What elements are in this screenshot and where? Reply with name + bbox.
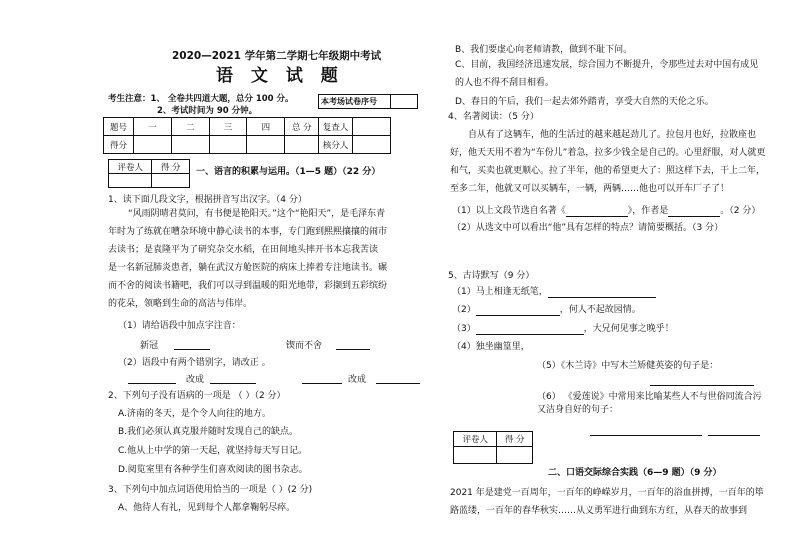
q1-word-a: 新冠 [140, 341, 159, 351]
q5-line-3-text: ，大兄何见事之晚乎！ [583, 324, 674, 334]
score-cell [285, 136, 319, 154]
q1-sub-1: （1）请给语段中加点字注音： [118, 321, 241, 331]
q5-line-3: （3） ，大兄何见事之晚乎！ [452, 324, 674, 334]
answer-blank[interactable] [128, 383, 176, 384]
q2-option: C.他从上中学的第一天起，就坚持每天写日记。 [118, 446, 308, 456]
question-1-passage: “风雨阴晴君莫问，有书便是艳阳天。”这个“艳阳天”，是毛泽东青年时为了练就在嘈杂环境中静心读书的本事，专门跑到熙熙攘攘的闹市去读书；是袁隆平为了研究杂交水稻，在田间地头摔开书本忘我苦读 是一名新冠肺炎患者，躺在武汉方舱医院的病床上捧着专注地读书。碾而不舍的阅读书籍吧，我们可以寻到温暖的阳光地带，彩撷到五彩缤纷的花朵，领略到生命的高洁与伟岸。 [108, 209, 388, 309]
section-1-heading: 一、语言的积累与运用。（1—5 题）（22 分） [196, 167, 381, 177]
q1-fix-label: 改成 [186, 375, 205, 385]
q2-option: D.阅览室里有各种学生们喜欢阅读的图书杂志。 [118, 465, 308, 475]
q4-sub-1-author: 》，作者是 [627, 206, 669, 216]
score-cell: 得分 [104, 136, 134, 154]
answer-blank[interactable] [668, 207, 720, 217]
question-3: 3、下列句中加点词语使用恰当的一项是（ ）(2 分) [108, 485, 313, 495]
score-cell: 复查人 [319, 118, 353, 136]
score-cell: 题号 [104, 118, 134, 136]
score-cell: 二 [171, 118, 209, 136]
q5-line-2-text: ，何人不起故园情。 [559, 305, 641, 315]
q2-option: A.济南的冬天，是个令人向往的地方。 [118, 409, 271, 419]
seat-number-label: 本考场试卷序号 [321, 97, 377, 106]
q3-option: B、我们要虚心向老师请教，做到不耻下问。 [455, 45, 633, 55]
answer-blank[interactable] [174, 349, 210, 350]
subject-title: 语 文 试 题 [216, 66, 344, 86]
question-5: 5、古诗默写（9 分） [448, 271, 535, 281]
seat-number-box [318, 94, 418, 109]
question-4-passage: 自从有了这辆车，他的生活过的越来越起劲儿了。拉包月也好，拉散座也好，他天天用不着为“车份儿”着急，拉多少钱全是自己的。心里舒服，对人就更和气，买卖也就更顺心。拉了半年，他的希望更大了：照这样下去，干上二年，至多二年，他就又可以买辆车，一辆，两辆……他也可以开车厂子了！ [450, 130, 766, 194]
answer-blank[interactable] [210, 383, 256, 384]
score-cell [353, 136, 391, 154]
score-cell [353, 118, 391, 136]
answer-blank[interactable] [548, 288, 656, 298]
q4-sub-2: （2）从选文中可以看出“他”具有怎样的特点？请简要概括。（3 分） [452, 223, 724, 233]
score-cell: 一 [133, 118, 171, 136]
question-4: 4、名著阅读：（5 分） [448, 112, 539, 122]
q5-line-1 [452, 286, 656, 298]
score-label: 得 分 [152, 160, 190, 174]
grader-label: 评卷人 [109, 160, 152, 174]
q5-line-1-text: （1）马上相逢无纸笔， [452, 287, 548, 297]
score-cell [209, 136, 247, 154]
answer-blank[interactable] [336, 349, 370, 350]
q1-fix-label-2: 改成 [348, 375, 367, 385]
score-table [103, 117, 391, 154]
score-cell: 三 [209, 118, 247, 136]
answer-blank[interactable] [590, 435, 702, 436]
question-2: 2、下列句子没有语病的一项是 （ ）（2 分） [108, 391, 286, 401]
answer-blank[interactable] [476, 306, 560, 316]
q4-sub-1 [452, 205, 760, 217]
answer-blank[interactable] [376, 383, 420, 384]
answer-blank[interactable] [708, 435, 760, 436]
q4-sub-1-label: （1）以上文段节选自名著《 [452, 206, 566, 216]
q1-sub-2: （2）语段中有两个错别字，请改正 。 [118, 358, 271, 368]
score-cell: 总 分 [285, 118, 319, 136]
grader-label: 评卷人 [454, 432, 497, 447]
q5-line-2: （2） ，何人不起故园情。 [452, 305, 641, 315]
exam-title: 2020—2021 学年第二学期七年级期中考试 [172, 50, 382, 62]
score-cell [171, 136, 209, 154]
q3-option: D、春日的午后，我们一起去郊外踏青，享受大自然的天伦之乐。 [455, 97, 714, 107]
answer-blank[interactable] [476, 325, 584, 335]
q5-line-4: （4）独坐幽篁里， [452, 342, 530, 352]
q4-sub-1-points: 。（2 分） [720, 206, 761, 216]
q1-word-b: 锲而不舍 [286, 341, 323, 351]
section-2-heading: 二、口语交际综合实践（6—9 题）（9 分） [548, 468, 722, 478]
q2-option: B.我们必须认真克服并随时发现自己的缺点。 [118, 427, 299, 437]
score-cell [247, 136, 285, 154]
score-cell: 四 [247, 118, 285, 136]
grader-box-2 [453, 431, 533, 464]
score-cell [133, 136, 171, 154]
q5-line-5: （5）《木兰诗》中写木兰矫健英姿的句子是： [537, 361, 719, 371]
notice-line-2: 2、考试时间为 90 分钟。 [157, 106, 258, 116]
q5-line-6: （6） 《爱莲说》中常用来比喻某些人不与世俗同流合污又洁身自好的句子： [537, 392, 762, 415]
answer-blank[interactable] [650, 385, 754, 386]
score-cell: 核分人 [319, 136, 353, 154]
question-1: 1、读下面几段文字，根据拼音写出汉字。（4 分） [108, 195, 307, 205]
answer-blank[interactable] [302, 383, 342, 384]
answer-blank[interactable] [566, 207, 628, 217]
q3-option: C、目前，我国经济迅速发展，综合国力不断提升，令那些过去对中国有成见的人也不得不刮目相看。 [455, 60, 759, 88]
section-2-passage: 2021 年是建党一百周年，一百年的峥嵘岁月，一百年的浴血拼搏，一百年的筚路蓝缕，一百年的春华秋实……从义勇军进行曲到东方红，从春天的故事到 [450, 488, 764, 516]
score-label: 得 分 [497, 432, 533, 447]
notice-line-1: 考生注意：1、 全卷共四道大题，总分 100 分。 [108, 94, 294, 104]
grader-box-1 [108, 159, 190, 188]
q3-option: A、他待人有礼，见到每个人都拿鞠躬尽瘁。 [118, 503, 296, 513]
